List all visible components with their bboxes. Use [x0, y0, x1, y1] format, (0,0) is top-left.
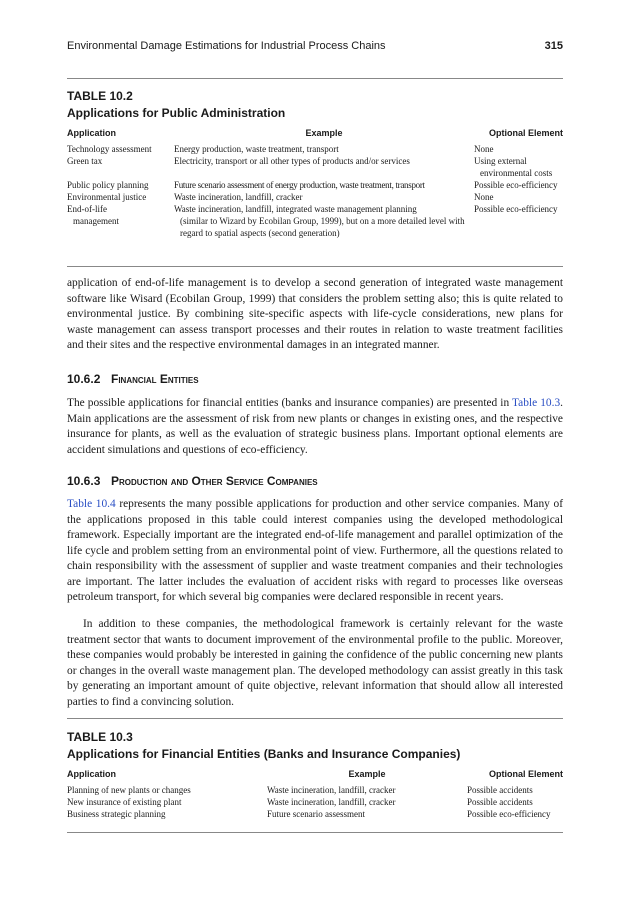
section-number: 10.6.2: [67, 372, 101, 386]
table-10-3: [67, 769, 563, 820]
table-10-2-top-rule: [67, 78, 563, 79]
table-row: [67, 784, 563, 796]
example-cell-continued: (similar to Wizard by Ecobilan Group, 1999), but on a more detailed level with regard to spatial aspects (second generation): [180, 216, 465, 238]
table-row: [67, 808, 563, 820]
example-cell: Future scenario assessment: [267, 809, 365, 819]
column-header-example: Example: [348, 769, 386, 779]
section-heading-10-6-2: [67, 372, 199, 386]
table-10-2-caption: [67, 88, 285, 122]
optional-element-cell: Possible eco-efficiency: [474, 180, 558, 190]
application-cell-continued: management: [73, 216, 119, 226]
table-row: [67, 155, 563, 179]
table-10-2: [67, 128, 563, 239]
table-row: [67, 203, 563, 239]
table-10-3-title: Applications for Financial Entities (Banks and Insurance Companies): [67, 747, 461, 761]
example-cell: Waste incineration, landfill, cracker: [267, 785, 396, 795]
section-number: 10.6.3: [67, 474, 101, 488]
example-cell: Waste incineration, landfill, cracker: [174, 192, 303, 202]
application-cell: Green tax: [67, 156, 103, 166]
running-header-title: Environmental Damage Estimations for Industrial Process Chains: [67, 40, 386, 52]
table-header-row: [67, 769, 563, 784]
optional-element-cell: Using external: [474, 156, 527, 166]
body-paragraph: [67, 396, 563, 458]
page-number: 315: [544, 40, 563, 52]
optional-element-cell: Possible accidents: [467, 797, 533, 807]
body-paragraph: application of end-of-life management is to develop a second generation of integrated waste management software like Wisard (Ecobilan Group, 1999) that considers the problem setting also; this is quite related to environmental justice. By combining site-specific aspects with life-cycle considerations, new plans for waste management can assess transport processes and their routes in relation to waste treatment facilities and their sites and the respective environmental damages in an integrated manner.: [67, 277, 563, 351]
table-10-3-bottom-rule: [67, 832, 563, 833]
column-header-optional-element: Optional Element: [488, 128, 563, 138]
section-heading-10-6-3: [67, 474, 318, 488]
example-cell: Waste incineration, landfill, cracker: [267, 797, 396, 807]
table-10-2-label: TABLE 10.2: [67, 89, 133, 103]
table-row: [67, 796, 563, 808]
table-header-row: [67, 128, 563, 143]
application-cell: Environmental justice: [67, 192, 147, 202]
example-cell: Electricity, transport or all other types of products and/or services: [174, 156, 410, 166]
column-header-optional-element: Optional Element: [488, 769, 563, 779]
table-row: [67, 179, 563, 191]
application-cell: New insurance of existing plant: [67, 797, 182, 807]
application-cell: Planning of new plants or changes: [67, 785, 191, 795]
paragraph-text: . Main applications are the assessment of risk from new plants or changes in existing ones, and the respective insurance for plants, as well as the evaluation of strategic business plans. Important optional elements are accident simulations and questions of eco-efficiency.: [67, 397, 563, 456]
application-cell: Public policy planning: [67, 180, 149, 190]
table-10-3-label: TABLE 10.3: [67, 730, 133, 744]
running-header: [67, 40, 563, 56]
table-10-4-link[interactable]: Table 10.4: [67, 498, 116, 510]
table-10-3-top-rule: [67, 718, 563, 719]
section-title: Production and Other Service Companies: [111, 474, 318, 488]
optional-element-cell: None: [474, 144, 494, 154]
table-row: [67, 191, 563, 203]
paragraph-text: represents the many possible applications for production and other service companies. Many of the applications proposed in this table could interest companies using the developed methodological framework. Especially important are the integrated end-of-life management and parallel optimization of the life cycle and problem setting from an environmental point of view. Furthermore, all the questions related to chain responsibility with the assessment of supplier and waste treatment companies and their technologies are important. The latter includes the evaluation of accident risks with regard to processes like overseas petroleum transport, for which several big companies were declared responsible in recent years.: [67, 498, 563, 603]
example-cell: Future scenario assessment of energy production, waste treatment, transport: [174, 180, 425, 190]
optional-element-cell-continued: environmental costs: [480, 168, 553, 178]
column-header-application: Application: [67, 769, 116, 779]
optional-element-cell: Possible accidents: [467, 785, 533, 795]
optional-element-cell: Possible eco-efficiency: [474, 204, 558, 214]
table-10-3-link[interactable]: Table 10.3: [512, 397, 561, 409]
body-paragraph: [67, 497, 563, 606]
body-paragraph: In addition to these companies, the methodological framework is certainly relevant for the waste treatment sector that wants to document improvement of the environmental profile to the public. Moreover, these companies would probably be interested in gaining the confidence of the public concerning new plants or changes in the overall waste management plan. The developed methodology can assist greatly in this task by generating an important amount of quite objective, relevant information that should allow all interested parties to find a convincing solution.: [67, 618, 563, 708]
table-10-2-title: Applications for Public Administration: [67, 106, 286, 120]
column-header-application: Application: [67, 128, 116, 138]
example-cell: Energy production, waste treatment, transport: [174, 144, 339, 154]
table-row: [67, 143, 563, 155]
column-header-example: Example: [305, 128, 343, 138]
application-cell: End-of-life: [67, 204, 107, 214]
example-cell: Waste incineration, landfill, integrated waste management planning: [174, 204, 417, 214]
application-cell: Technology assessment: [67, 144, 152, 154]
optional-element-cell: None: [474, 192, 494, 202]
application-cell: Business strategic planning: [67, 809, 166, 819]
table-10-3-caption: [67, 729, 460, 763]
optional-element-cell: Possible eco-efficiency: [467, 809, 551, 819]
section-title: Financial Entities: [111, 372, 199, 386]
table-10-2-bottom-rule: [67, 266, 563, 267]
paragraph-text: The possible applications for financial entities (banks and insurance companies) are presented in: [67, 397, 513, 409]
